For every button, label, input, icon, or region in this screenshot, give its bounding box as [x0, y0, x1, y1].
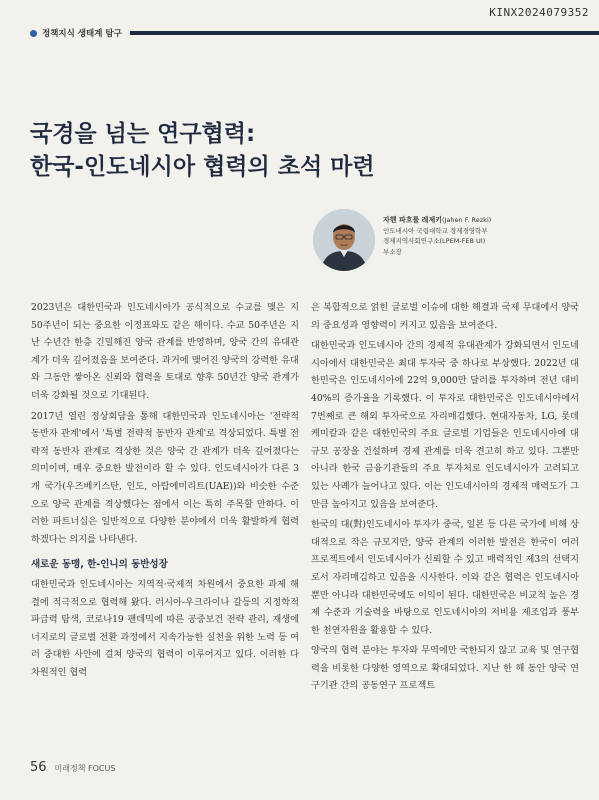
- page-number: 56: [30, 760, 47, 775]
- page-footer: [30, 760, 115, 775]
- author-portrait-icon: [313, 209, 375, 271]
- publication-name: 미래정책 FOCUS: [54, 764, 116, 773]
- headline-line-1: 국경을 넘는 연구협력:: [30, 121, 256, 147]
- author-affiliation-1: 인도네시아 국립대학교 경제경영학부: [383, 226, 488, 235]
- section-header: [30, 27, 599, 39]
- left-column: [31, 299, 299, 681]
- paragraph: 2023년은 대한민국과 인도네시아가 공식적으로 수교를 맺은 지 50주년이 되는 중요한 이정표와도 같은 해이다. 수교 50주년은 지난 수년간 한층 긴밀해진 양국 관계를 반영하며, 양국 간의 유대관계가 더욱 깊어졌음을 보여준다. 과거에 맺어진 양국의 강력한 유대와 그동안 쌓아온 신뢰와 협력을 토대로 향후 50년간 양국 관계가 더욱 강화될 것으로 기대된다.: [31, 302, 299, 401]
- paragraph: 은 복합적으로 얽힌 글로벌 이슈에 대한 해결과 국제 무대에서 양국의 중요성과 영향력이 커지고 있음을 보여준다.: [311, 302, 579, 331]
- author-position: 부소장: [383, 247, 402, 256]
- section-title: 정책지식 생태계 탐구: [42, 29, 122, 39]
- headline: [30, 118, 579, 184]
- paragraph: 대한민국과 인도네시아 간의 경제적 유대관계가 강화되면서 인도네시아에서 대한민국은 최대 투자국 중 하나로 부상했다. 2022년 대한민국은 인도네시아에 22억 9,000만 달러를 투자하며 전년 대비 40%의 증가율을 기록했다. 이 투자로 대한민국은 인도네시아에서 7번째로 큰 해외 투자국으로 자리매김했다. 현대자동차, LG, 롯데케미칼과 같은 대한민국의 주요 글로벌 기업들은 인도네시아에 대규모 공장을 건설하며 경제 관계를 더욱 견고히 하고 있다. 그뿐만 아니라 한국 금융기관들의 주요 투자처로 인도네시아가 고려되고 있는 사례가 늘어나고 있다. 이는 인도네시아의 경제적 매력도가 그만큼 높아지고 있음을 보여준다.: [311, 340, 579, 510]
- subheading: 새로운 동맹, 한-인니의 동반성장: [31, 559, 168, 571]
- headline-line-2: 한국-인도네시아 협력의 초석 마련: [30, 154, 375, 180]
- paragraph: 한국의 대(對)인도네시아 투자가 중국, 일본 등 다른 국가에 비해 상대적으로 작은 규모지만, 양국 관계의 이러한 발전은 한국이 여러 프로젝트에서 인도네시아가 신뢰할 수 있고 매력적인 제3의 선택지로서 자리매김하고 있음을 시사한다. 이와 같은 협력은 인도네시아뿐만 아니라 대한민국에도 이익이 된다. 대한민국은 비교적 높은 경제 수준과 기술력을 바탕으로 인도네시아의 저비용 제조업과 풍부한 천연자원을 활용할 수 있다.: [311, 519, 579, 636]
- author-name-roman: (Jahen F. Rezki): [441, 216, 492, 224]
- author-name: 자헨 파흐룰 레제키: [383, 216, 442, 224]
- paragraph: 양국의 협력 분야는 투자와 무역에만 국한되지 않고 교육 및 연구협력을 비롯한 다양한 영역으로 확대되었다. 지난 한 해 동안 양국 연구기관 간의 공동연구 프로젝트: [311, 645, 579, 692]
- right-column: [311, 299, 579, 695]
- section-bullet-icon: [30, 30, 37, 37]
- document-id: KINX2024079352: [489, 6, 589, 19]
- author-affiliation-2: 경제지역사회연구소(LPEM-FEB UI): [383, 237, 486, 245]
- paragraph: 대한민국과 인도네시아는 지역적·국제적 차원에서 중요한 과제 해결에 적극적으로 협력해 왔다. 러시아-우크라이나 갈등의 지정학적 파급력 탐색, 코로나19 팬데믹에 따른 공중보건 전략 관리, 재생에너지로의 글로벌 전환 과정에서 지속가능한 실천을 위한 노력 등 여러 중대한 사안에 걸쳐 양국의 협력이 이루어지고 있다. 이러한 다차원적인 협력: [31, 578, 299, 678]
- author-info: [383, 215, 593, 257]
- paragraph: 2017년 열린 정상회담을 통해 대한민국과 인도네시아는 '전략적 동반자 관계'에서 '특별 전략적 동반자 관계'로 격상되었다. 특별 전략적 동반자 관계로 격상한 것은 양국 간 관계가 더욱 깊어졌다는 의미이며, 매우 중요한 발전이라 할 수 있다. 인도네시아가 다른 3개 국가(우즈베키스탄, 인도, 아랍에미리트(UAE))와 비슷한 수준으로 양국 관계를 격상했다는 점에서 이는 특히 주목할 만하다. 이러한 파트너십은 일반적으로 다양한 분야에서 더욱 활발하게 협력하겠다는 의지를 나타낸다.: [31, 410, 299, 545]
- author-photo: [313, 209, 375, 271]
- author-name-line: [383, 215, 593, 226]
- section-rule: [130, 31, 599, 35]
